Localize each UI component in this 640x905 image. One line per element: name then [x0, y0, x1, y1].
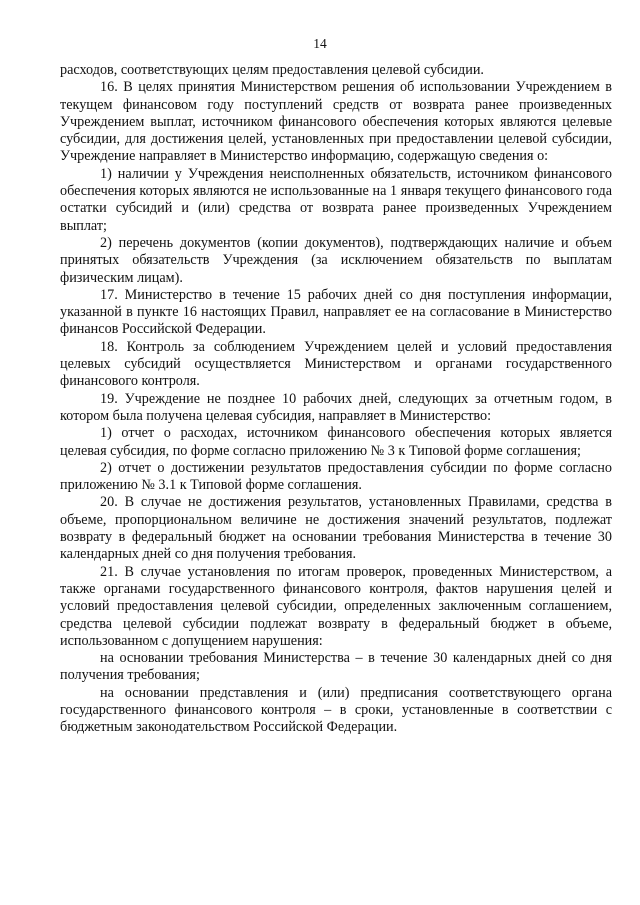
- paragraph: расходов, соответствующих целям предоставления целевой субсидии.: [60, 62, 484, 78]
- paragraph-20: 20. В случае не достижения результатов, установленных Правилами, средства в объеме, пропорциональном величине не достижения значений результатов, подлежат возврату в федеральный бюджет на основании требования Министерства в течение 30 календарных дней со дня получения требования.: [60, 494, 612, 563]
- paragraph-19-item-2: 2) отчет о достижении результатов предоставления субсидии по форме согласно приложению № 3.1 к Типовой форме соглашения.: [60, 459, 612, 494]
- document-body: [60, 62, 612, 737]
- paragraph-16-item-1: 1) наличии у Учреждения неисполненных обязательств, источником финансового обеспечения которых являются не использованные на 1 января текущего финансового года остатки субсидий и (или) средства от возврата ранее произведенных Учреждением выплат;: [60, 165, 612, 234]
- paragraph-17: 17. Министерство в течение 15 рабочих дней со дня поступления информации, указанной в пункте 16 настоящих Правил, направляет ее на согласование в Министерство финансов Российской Федерации.: [60, 286, 612, 338]
- paragraph-18: 18. Контроль за соблюдением Учреждением целей и условий предоставления целевых субсидий осуществляется Министерством и органами государственного финансового контроля.: [60, 338, 612, 390]
- paragraph-21-item-1: на основании требования Министерства – в течение 30 календарных дней со дня получения требования;: [60, 650, 612, 684]
- page-number: 14: [313, 36, 327, 51]
- paragraph-19: 19. Учреждение не позднее 10 рабочих дней, следующих за отчетным годом, в котором была получена целевая субсидия, направляет в Министерство:: [60, 390, 612, 424]
- paragraph-21: 21. В случае установления по итогам проверок, проведенных Министерством, а также органами государственного финансового контроля, фактов нарушения целей и условий предоставления целевой субсидии, определенных заключенным соглашением, средства целевой субсидии подлежат возврату в федеральный бюджет в объеме, использованном с допущением нарушения:: [60, 563, 612, 649]
- paragraph-16: 16. В целях принятия Министерством решения об использовании Учреждением в текущем финансовом году поступлений средств от возврата ранее произведенных Учреждением выплат, источником финансового обеспечения которых являются целевые субсидии, для достижения целей, установленных при предоставлении целевой субсидии, Учреждение направляет в Министерство информацию, содержащую сведения о:: [60, 79, 612, 165]
- paragraph-16-item-2: 2) перечень документов (копии документов), подтверждающих наличие и объем принятых обязательств Учреждения (за исключением обязательств по выплатам физическим лицам).: [60, 234, 612, 286]
- paragraph-21-item-2: на основании представления и (или) предписания соответствующего органа государственного финансового контроля – в сроки, установленные в соответствии с бюджетным законодательством Российской Федерации.: [60, 684, 612, 736]
- paragraph-19-item-1: 1) отчет о расходах, источником финансового обеспечения которых является целевая субсидия, по форме согласно приложению № 3 к Типовой форме соглашения;: [60, 425, 612, 459]
